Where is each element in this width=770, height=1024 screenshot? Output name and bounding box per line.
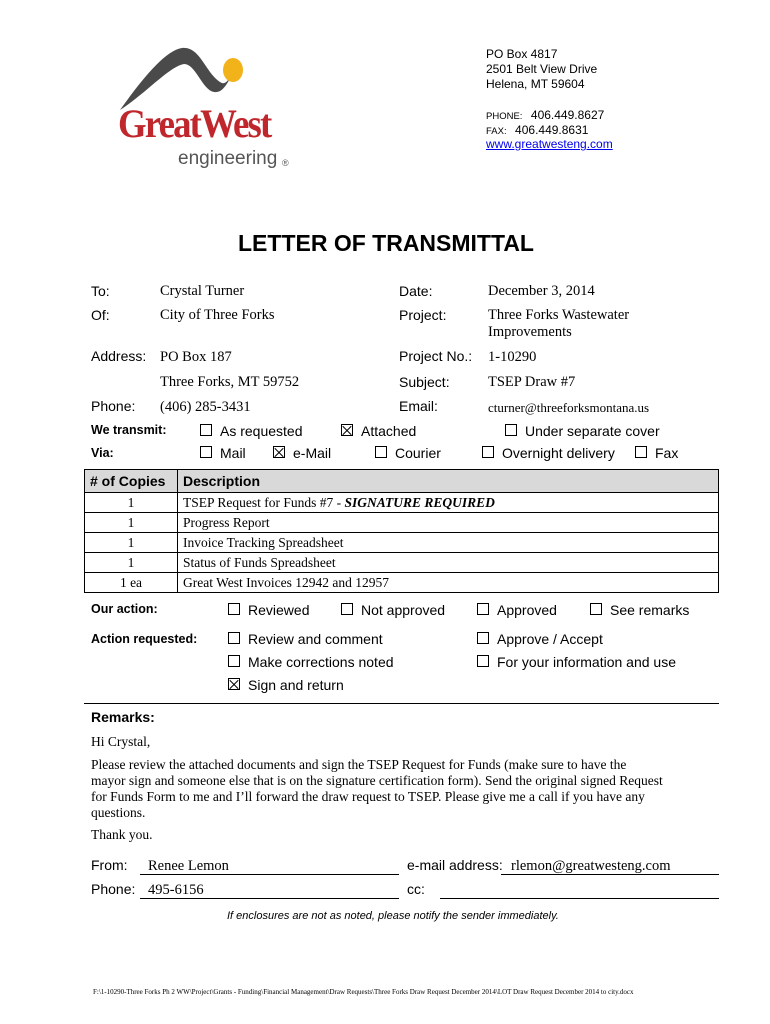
email-value: cturner@threeforksmontana.us <box>488 400 650 415</box>
from-field[interactable]: Renee Lemon <box>148 858 229 874</box>
company-street: 2501 Belt View Drive <box>486 62 598 76</box>
transmit-separate-cover-label: Under separate cover <box>525 423 660 439</box>
request-approve-accept-label: Approve / Accept <box>497 631 603 647</box>
date-value: December 3, 2014 <box>488 283 595 299</box>
request-sign-return-label: Sign and return <box>248 677 344 693</box>
via-overnight-checkbox[interactable] <box>482 446 494 458</box>
company-fax: 406.449.8631 <box>515 123 589 137</box>
company-address <box>486 47 597 92</box>
action-reviewed-checkbox[interactable] <box>228 603 240 615</box>
via-mail-label: Mail <box>220 445 246 461</box>
email-label: Email: <box>399 398 438 414</box>
sender-email-field[interactable]: rlemon@greatwesteng.com <box>511 858 671 874</box>
project-no-value: 1-10290 <box>488 349 537 365</box>
logo-sun <box>223 58 243 82</box>
row-copies: 1 ea <box>85 573 178 593</box>
enclosure-notice: If enclosures are not as noted, please notify the sender immediately. <box>227 910 559 922</box>
page-title: LETTER OF TRANSMITTAL <box>238 230 534 256</box>
logo-registered-mark: ® <box>282 158 289 168</box>
of-value: City of Three Forks <box>160 307 275 323</box>
request-review-comment-label: Review and comment <box>248 631 383 647</box>
request-approve-accept-checkbox[interactable] <box>477 632 489 644</box>
company-city: Helena, MT 59604 <box>486 77 585 91</box>
remarks-line: for Funds Form to me and I’ll forward the draw request to TSEP. Please give me a call if you have any <box>91 789 645 804</box>
row-copies: 1 <box>85 553 178 573</box>
items-table <box>84 469 719 593</box>
remarks-line: mayor sign and someone else that is on the signature certification form). Send the original signed Request <box>91 773 663 788</box>
via-overnight-label: Overnight delivery <box>502 445 615 461</box>
row-description: Progress Report <box>178 513 719 533</box>
via-courier-checkbox[interactable] <box>375 446 387 458</box>
project-no-label: Project No.: <box>399 348 473 364</box>
via-fax-checkbox[interactable] <box>635 446 647 458</box>
remarks-greeting: Hi Crystal, <box>91 734 151 749</box>
company-po-box: PO Box 4817 <box>486 47 558 61</box>
request-sign-return-checkbox[interactable] <box>228 678 240 690</box>
transmit-as-requested-label: As requested <box>220 423 303 439</box>
via-label: Via: <box>91 446 114 460</box>
cc-underline <box>440 898 719 899</box>
request-for-information-checkbox[interactable] <box>477 655 489 667</box>
via-mail-checkbox[interactable] <box>200 446 212 458</box>
action-approved-checkbox[interactable] <box>477 603 489 615</box>
via-email-label: e-Mail <box>293 445 332 461</box>
transmit-attached-label: Attached <box>361 423 417 439</box>
remarks-line: Please review the attached documents and sign the TSEP Request for Funds (make sure to have the <box>91 757 627 772</box>
of-label: Of: <box>91 307 110 323</box>
to-label: To: <box>91 283 110 299</box>
date-label: Date: <box>399 283 433 299</box>
company-logo <box>110 42 300 182</box>
transmit-attached-checkbox[interactable] <box>341 424 353 436</box>
remarks-body <box>91 757 663 821</box>
company-phone: 406.449.8627 <box>530 108 605 122</box>
request-make-corrections-label: Make corrections noted <box>248 654 394 670</box>
action-not-approved-label: Not approved <box>361 602 446 618</box>
action-requested-label: Action requested: <box>91 632 198 646</box>
sender-email-label: e-mail address: <box>407 857 503 873</box>
table-row <box>85 533 719 553</box>
sender-phone-label: Phone: <box>91 881 136 897</box>
table-row <box>85 513 719 533</box>
phone-value: (406) 285-3431 <box>160 399 251 415</box>
row-copies: 1 <box>85 533 178 553</box>
company-phone-label: PHONE: <box>486 111 523 122</box>
row-description: Invoice Tracking Spreadsheet <box>178 533 719 553</box>
via-fax-label: Fax <box>655 445 679 461</box>
action-approved-label: Approved <box>497 602 557 618</box>
subject-value: TSEP Draw #7 <box>488 374 576 390</box>
remarks-line: questions. <box>91 805 146 820</box>
logo-subtitle: engineering <box>178 148 278 169</box>
table-row <box>85 493 719 513</box>
address-line1: PO Box 187 <box>160 349 232 365</box>
row-description: Status of Funds Spreadsheet <box>178 553 719 573</box>
footer-file-path: F:\1-10290-Three Forks Ph 2 WW\Project\Grants - Funding\Financial Management\Draw Requests\Three Forks Draw Request December 2014\LOT Draw Request December 2014 to city.docx <box>93 988 634 996</box>
address-label: Address: <box>91 348 147 364</box>
row-copies: 1 <box>85 513 178 533</box>
from-underline <box>140 874 399 875</box>
via-email-checkbox[interactable] <box>273 446 285 458</box>
sender-phone-field[interactable]: 495-6156 <box>148 882 204 898</box>
our-action-label: Our action: <box>91 602 158 616</box>
action-reviewed-label: Reviewed <box>248 602 310 618</box>
items-table-header <box>85 470 719 493</box>
col-copies-header: # of Copies <box>85 470 178 493</box>
row-copies: 1 <box>85 493 178 513</box>
from-label: From: <box>91 857 128 873</box>
transmit-as-requested-checkbox[interactable] <box>200 424 212 436</box>
row-description: Great West Invoices 12942 and 12957 <box>178 573 719 593</box>
row-description <box>178 493 719 513</box>
sender-email-underline <box>501 874 719 875</box>
to-value: Crystal Turner <box>160 283 245 299</box>
remarks-label: Remarks: <box>91 709 155 725</box>
remarks-closing: Thank you. <box>91 827 153 842</box>
sender-phone-underline <box>140 898 399 899</box>
action-see-remarks-checkbox[interactable] <box>590 603 602 615</box>
company-website-link[interactable]: www.greatwesteng.com <box>486 137 613 151</box>
request-review-comment-checkbox[interactable] <box>228 632 240 644</box>
via-courier-label: Courier <box>395 445 441 461</box>
row-description-text: TSEP Request for Funds #7 - <box>183 494 345 510</box>
remarks-divider <box>84 703 719 704</box>
transmit-label: We transmit: <box>91 423 167 437</box>
project-label: Project: <box>399 307 447 323</box>
subject-label: Subject: <box>399 374 450 390</box>
transmit-separate-cover-checkbox[interactable] <box>505 424 517 436</box>
action-not-approved-checkbox[interactable] <box>341 603 353 615</box>
table-row <box>85 553 719 573</box>
row-signature-required: SIGNATURE REQUIRED <box>344 494 495 510</box>
company-fax-label: FAX: <box>486 126 507 137</box>
project-value-line1: Three Forks Wastewater <box>488 307 630 323</box>
request-make-corrections-checkbox[interactable] <box>228 655 240 667</box>
phone-label: Phone: <box>91 398 136 414</box>
request-for-information-label: For your information and use <box>497 654 676 670</box>
project-value-line2: Improvements <box>488 324 572 340</box>
action-see-remarks-label: See remarks <box>610 602 690 618</box>
table-row <box>85 573 719 593</box>
cc-label: cc: <box>407 881 425 897</box>
logo-wordmark: GreatWest <box>118 101 271 146</box>
address-line2: Three Forks, MT 59752 <box>160 374 300 390</box>
col-description-header: Description <box>178 470 719 493</box>
